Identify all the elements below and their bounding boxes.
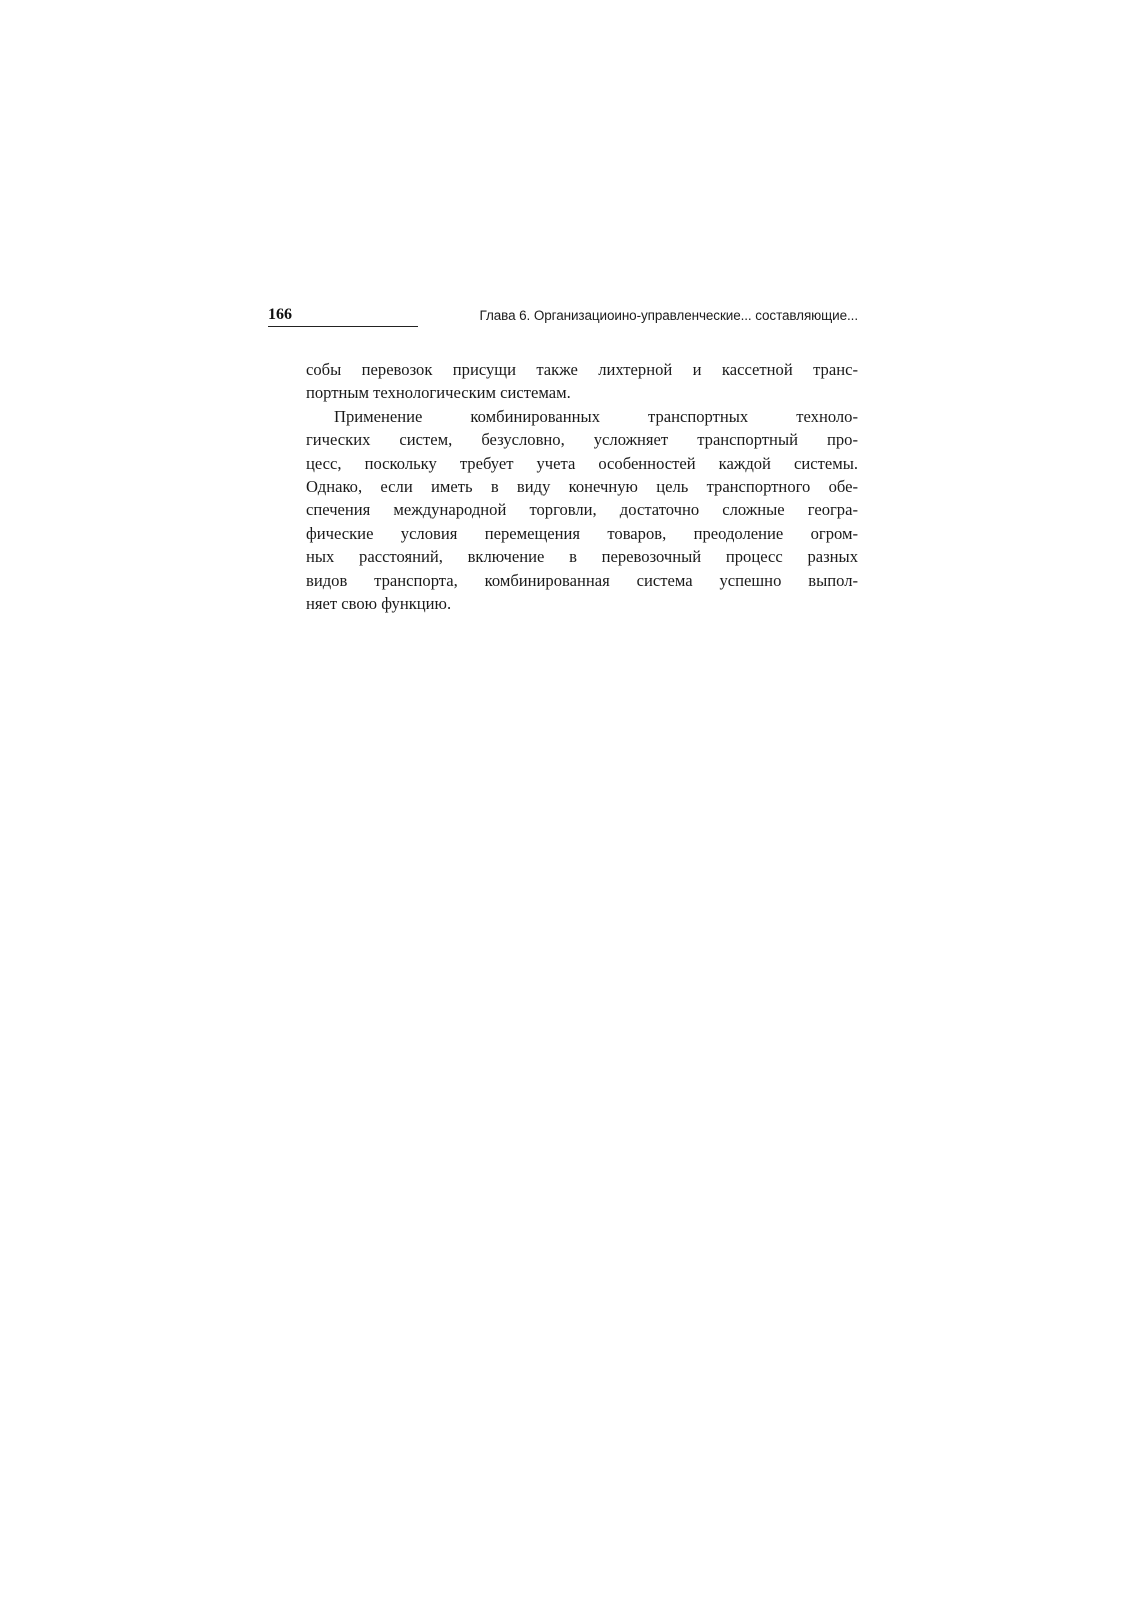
paragraph-2 [306,405,858,616]
header-rule [268,326,418,327]
paragraph-1 [306,358,858,405]
body-text [306,358,858,615]
running-title: Глава 6. Организациоино-управленческие... составляющие... [479,308,858,323]
text-line: видов транспорта, комбинированная система успешно выпол- [306,570,858,590]
text-line: фические условия перемещения товаров, преодоление огром- [306,523,858,543]
page-number: 166 [268,306,292,323]
text-line: цесс, поскольку требует учета особенностей каждой системы. [306,453,858,473]
text-line: портным технологическим системам. [306,383,571,403]
text-line: собы перевозок присущи также лихтерной и кассетной транс- [306,360,858,379]
text-line: гических систем, безусловно, усложняет транспортный про- [306,430,858,450]
text-line: Применение комбинированных транспортных техноло- [334,406,858,426]
text-line: няет свою функцию. [306,594,452,614]
text-line: спечения международной торговли, достаточно сложные геогра- [306,500,858,520]
text-line: ных расстояний, включение в перевозочный процесс разных [306,547,858,567]
text-line: Однако, если иметь в виду конечную цель транспортного обе- [306,477,858,497]
page-header [268,304,858,330]
